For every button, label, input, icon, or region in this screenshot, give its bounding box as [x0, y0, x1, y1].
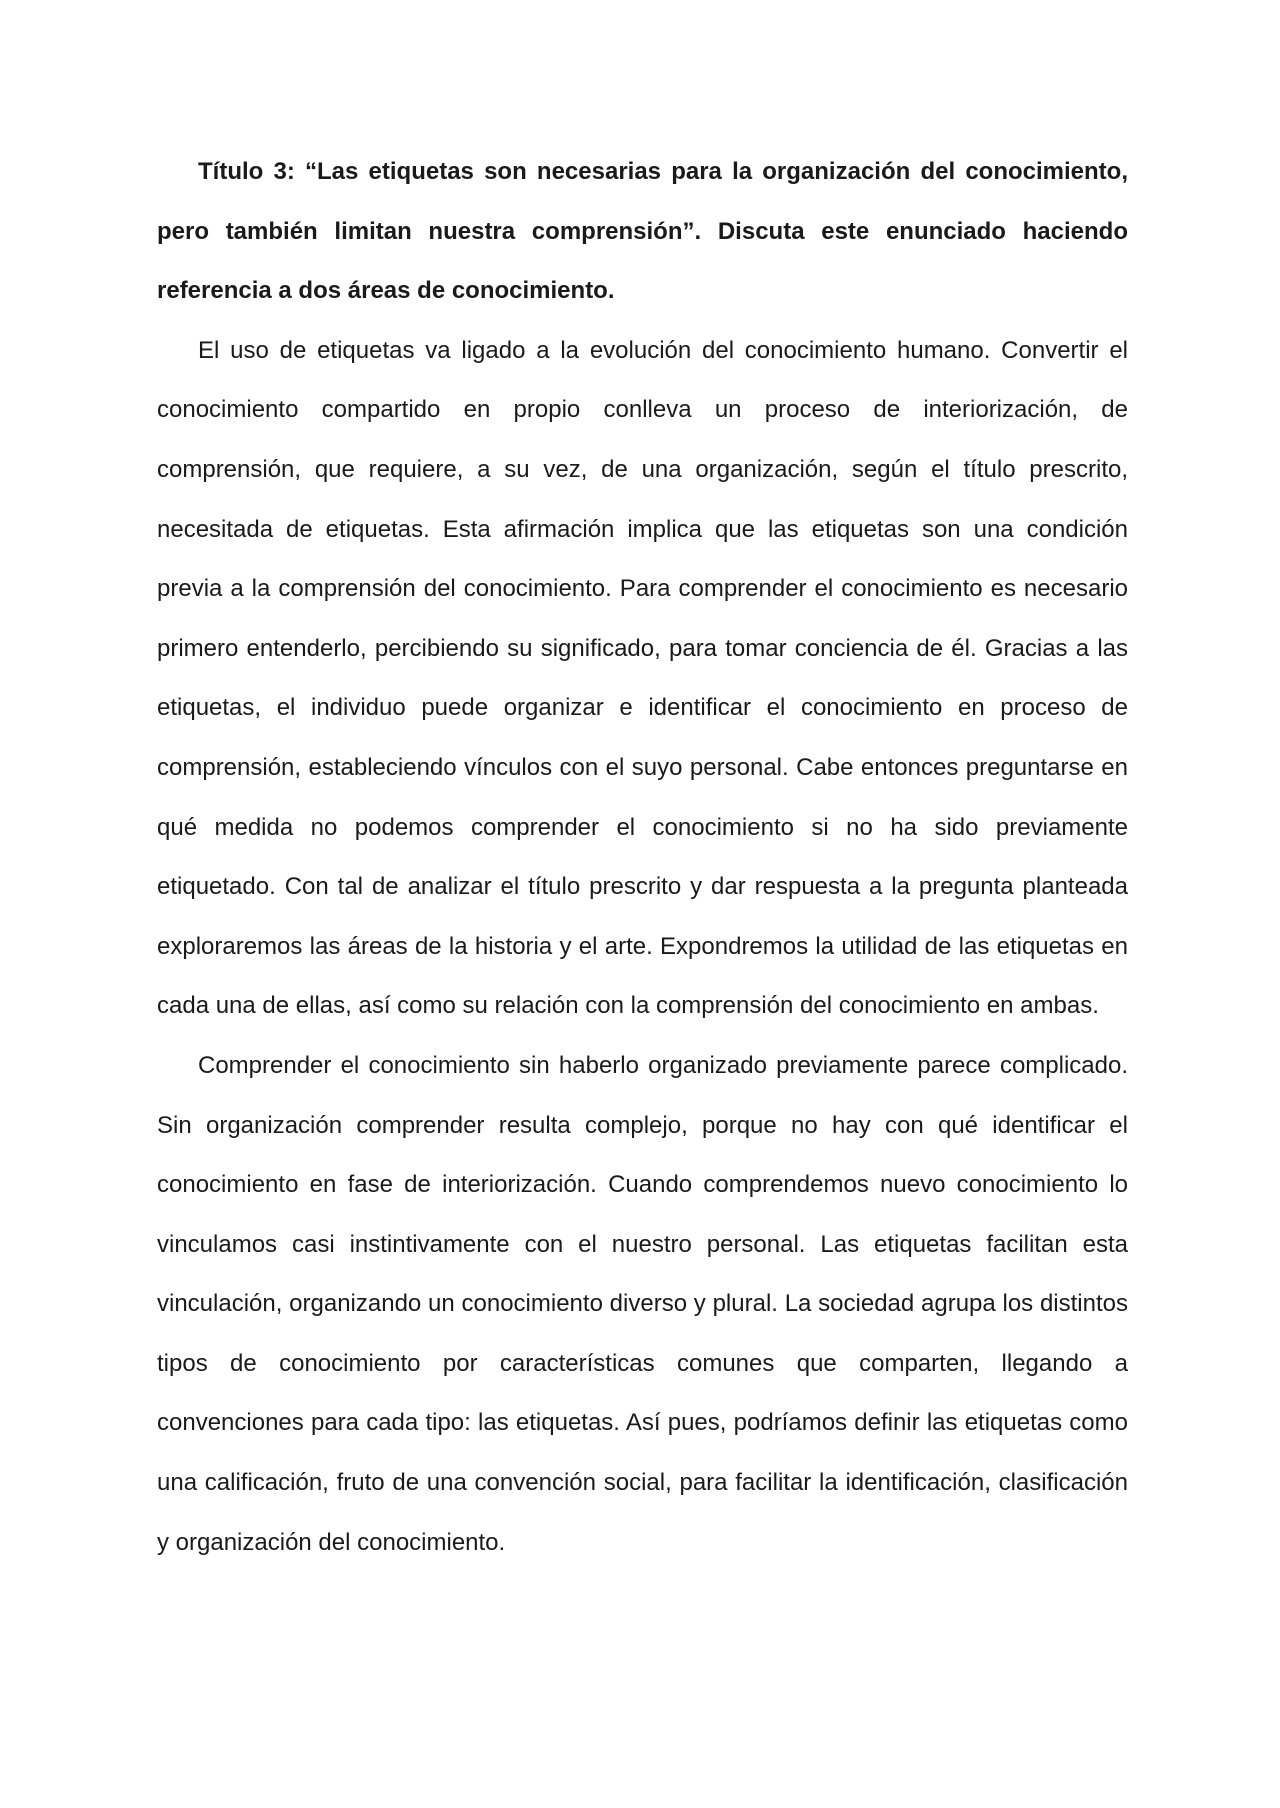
body-paragraph-2: Comprender el conocimiento sin haberlo organizado previamente parece complicado. Sin organización comprender resulta complejo, porque no hay con qué identificar el conocimiento en fase de interiorización. Cuando comprendemos nuevo conocimiento lo vinculamos casi instintivamente con el nuestro personal. Las etiquetas facilitan esta vinculación, organizando un conocimiento diverso y plural. La sociedad agrupa los distintos tipos de conocimiento por características comunes que comparten, llegando a convenciones para cada tipo: las etiquetas. Así pues, podríamos definir las etiquetas como una calificación, fruto de una convención social, para facilitar la identificación, clasificación y organización del conocimiento. — [157, 1051, 1128, 1556]
document-page — [157, 142, 1128, 1572]
body-paragraph-1: El uso de etiquetas va ligado a la evolución del conocimiento humano. Convertir el conocimiento compartido en propio conlleva un proceso de interiorización, de comprensión, que requiere, a su vez, de una organización, según el título prescrito, necesitada de etiquetas. Esta afirmación implica que las etiquetas son una condición previa a la comprensión del conocimiento. Para comprender el conocimiento es necesario primero entenderlo, percibiendo su significado, para tomar conciencia de él. Gracias a las etiquetas, el individuo puede organizar e identificar el conocimiento en proceso de comprensión, estableciendo vínculos con el suyo personal. Cabe entonces preguntarse en qué medida no podemos comprender el conocimiento si no ha sido previamente etiquetado. Con tal de analizar el título prescrito y dar respuesta a la pregunta planteada exploraremos las áreas de la historia y el arte. Expondremos la utilidad de las etiquetas en cada una de ellas, así como su relación con la comprensión del conocimiento en ambas. — [157, 336, 1128, 1020]
essay-title: Título 3: “Las etiquetas son necesarias para la organización del conocimiento, pero también limitan nuestra comprensión”. Discuta este enunciado haciendo referencia a dos áreas de conocimiento. — [157, 158, 1128, 305]
